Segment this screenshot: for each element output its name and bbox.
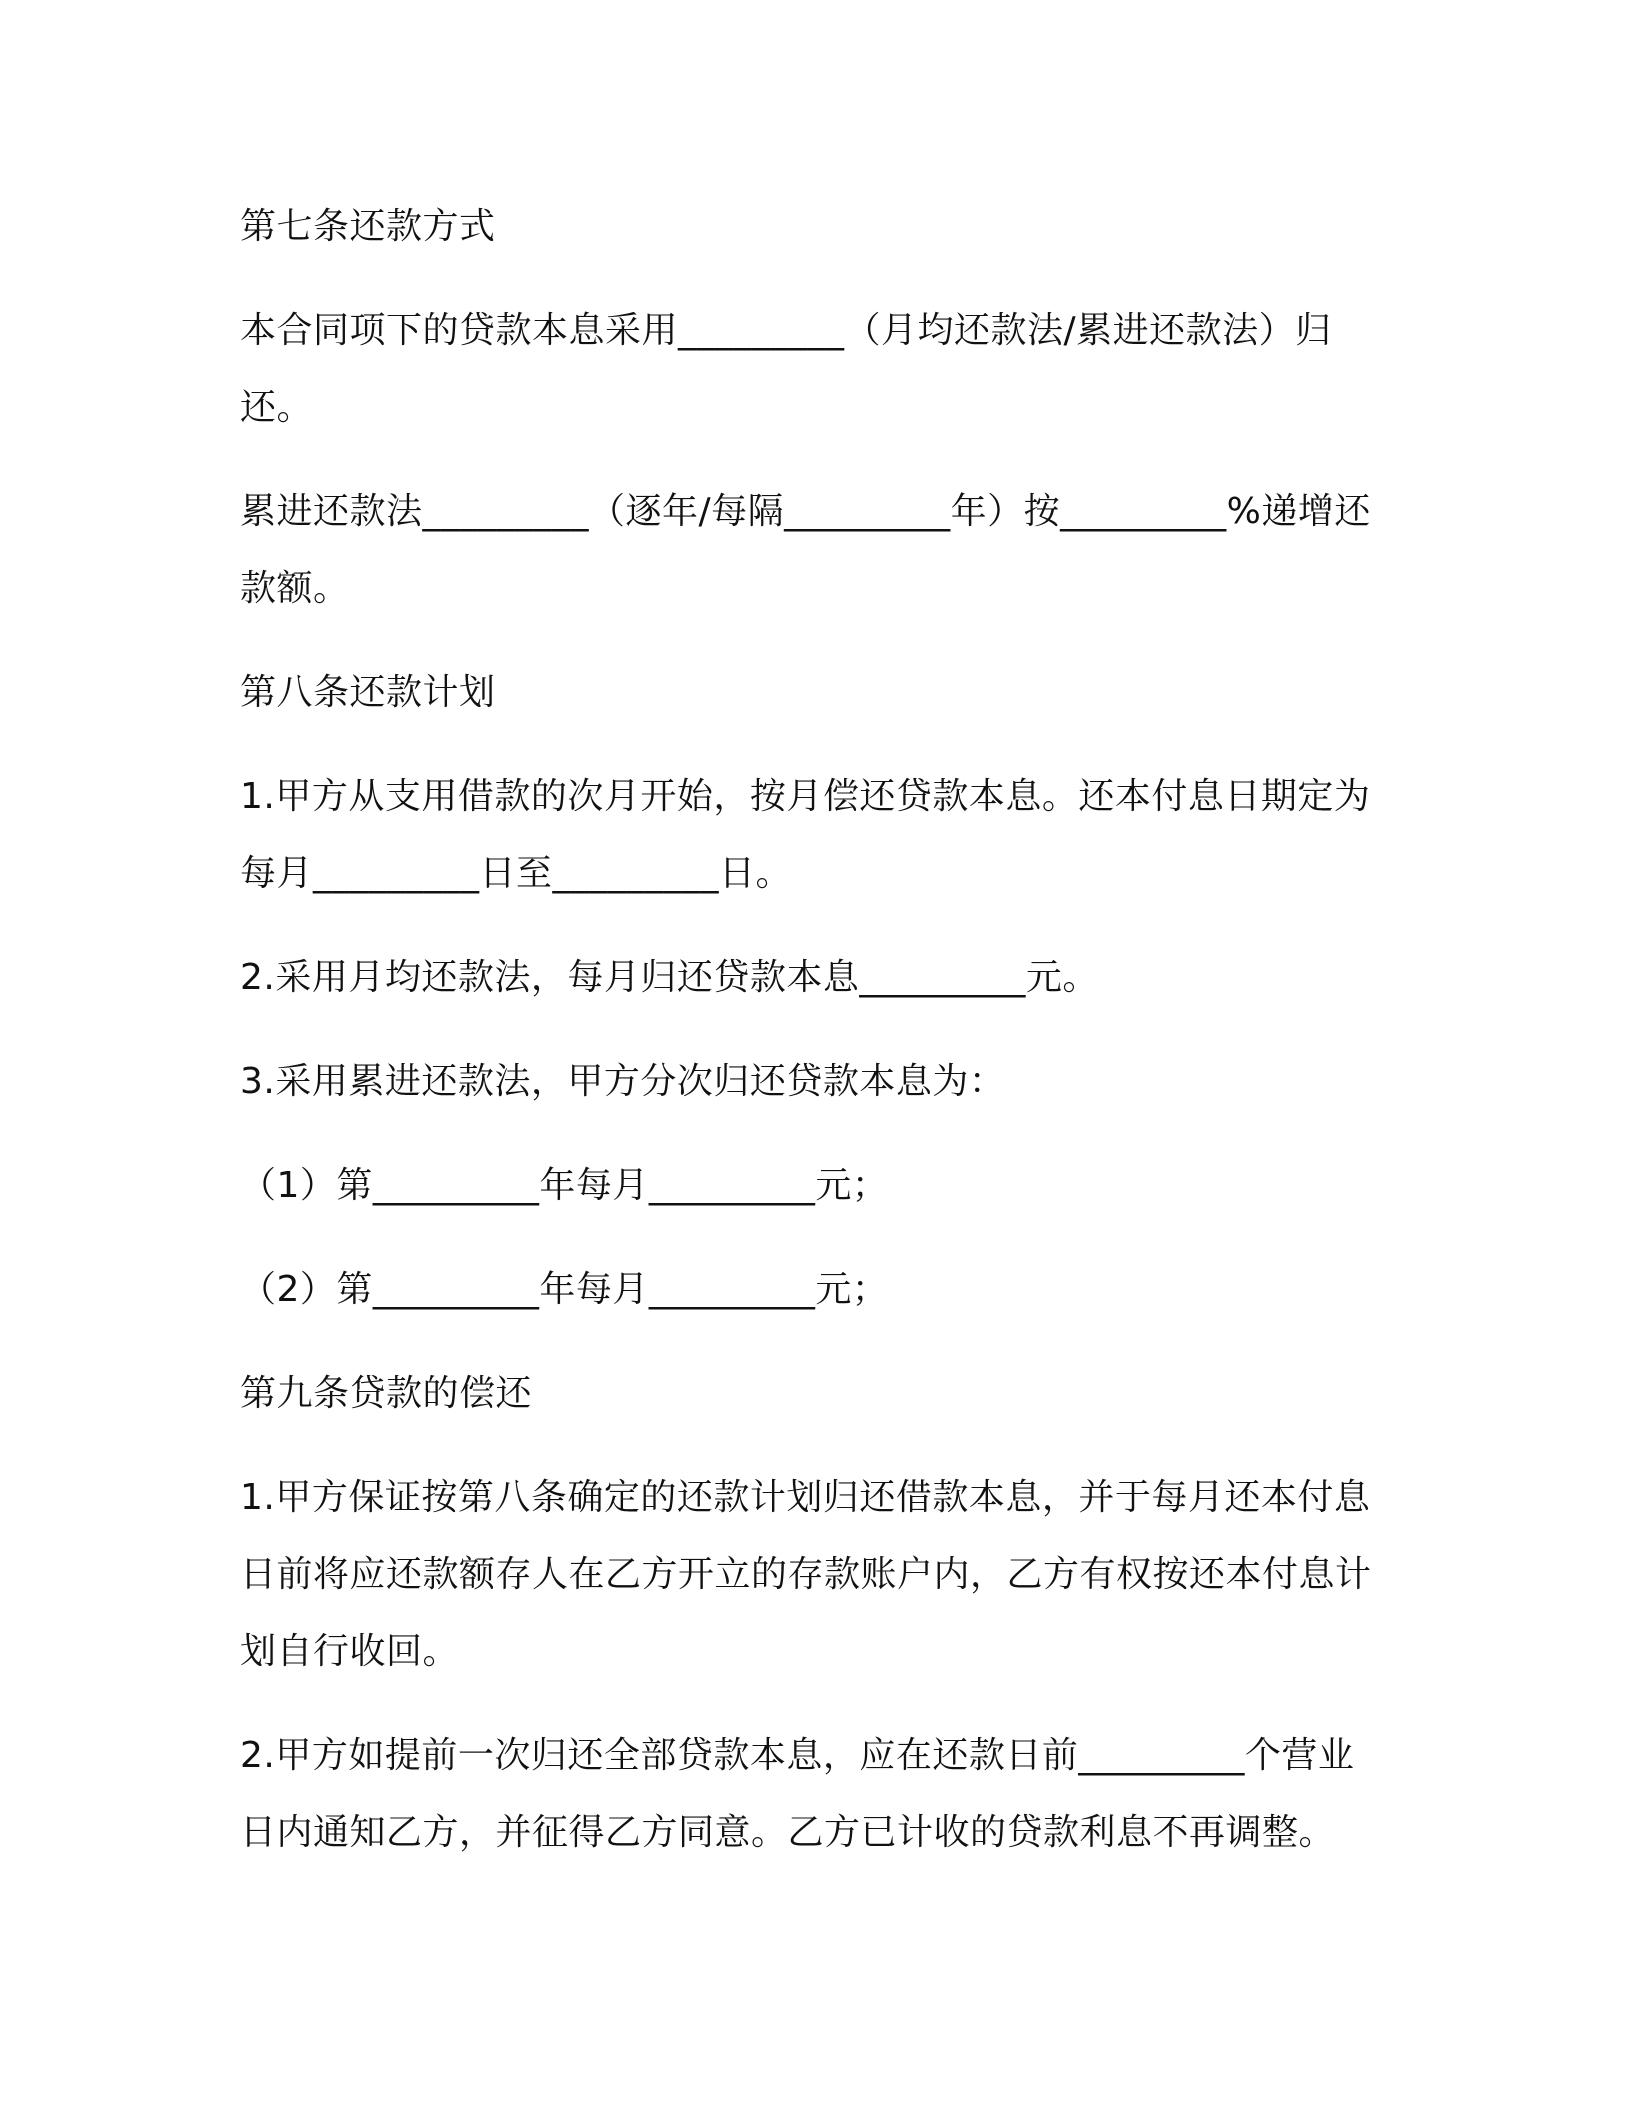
article-9-paragraph-1: 1.甲方保证按第八条确定的还款计划归还借款本息，并于每月还本付息日前将应还款额存人在乙方开立的存款账户内，乙方有权按还本付息计划自行收回。	[240, 1477, 1372, 1672]
article-7-paragraph-1: 本合同项下的贷款本息采用_________（月均还款法/累进还款法）归还。	[240, 310, 1332, 428]
article-7-title: 第七条还款方式	[240, 206, 496, 247]
article-8-title: 第八条还款计划	[240, 672, 496, 713]
article-8-paragraph-2: 2.采用月均还款法，每月归还贷款本息_________元。	[240, 957, 1099, 998]
document-body	[240, 188, 1390, 1898]
article-8-paragraph-1: 1.甲方从支用借款的次月开始，按月偿还贷款本息。还本付息日期定为每月_________日至_________日。	[240, 776, 1371, 894]
article-7-paragraph-2: 累进还款法_________（逐年/每隔_________年）按_________%递增还款额。	[240, 491, 1371, 609]
article-8-item-1: （1）第_________年每月_________元；	[240, 1165, 889, 1206]
article-8-paragraph-3: 3.采用累进还款法，甲方分次归还贷款本息为：	[240, 1061, 1006, 1102]
article-9-title: 第九条贷款的偿还	[240, 1373, 533, 1414]
article-8-item-2: （2）第_________年每月_________元；	[240, 1269, 889, 1310]
article-9-paragraph-2: 2.甲方如提前一次归还全部贷款本息，应在还款日前_________个营业日内通知乙方，并征得乙方同意。乙方已计收的贷款利息不再调整。	[240, 1735, 1355, 1853]
